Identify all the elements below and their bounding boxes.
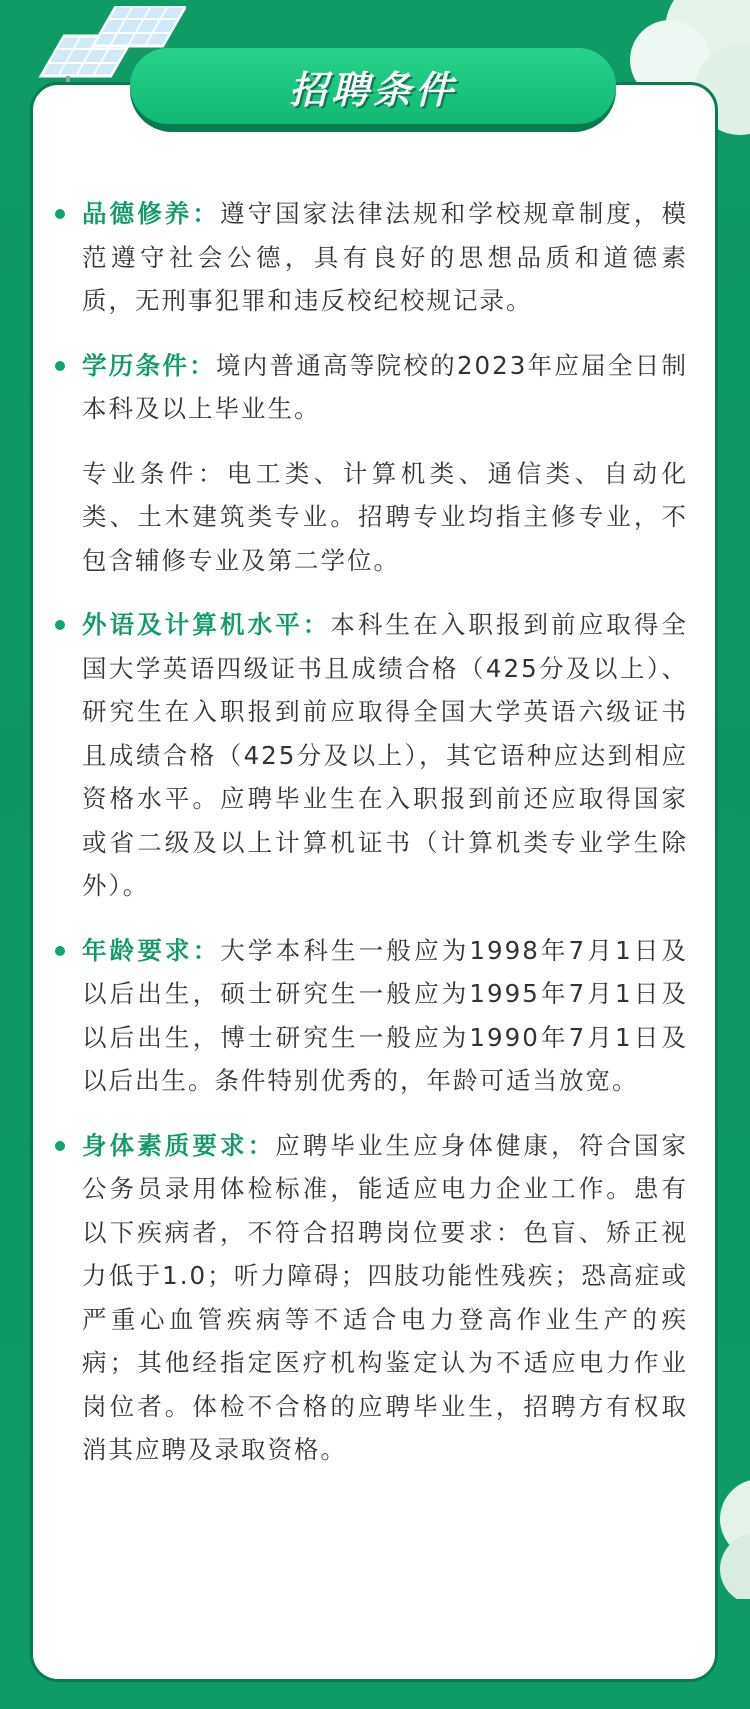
item-text: 本科生在入职报到前应取得全国大学英语四级证书且成绩合格（425分及以上）、研究生在入职报到前应取得全国大学英语六级证书且成绩合格（425分及以上），其它语种应达到相应资格水平。应聘毕业生在入职报到前还应取得国家或省二级及以上计算机证书（计算机类专业学生除外）。 [82, 610, 689, 900]
item-text: 遵守国家法律法规和学校规章制度，模范遵守社会公德，具有良好的思想品质和道德素质，无刑事犯罪和违反校纪校规记录。 [82, 199, 689, 315]
title-banner [130, 48, 616, 132]
bullet-dot [55, 361, 65, 371]
title-pill [130, 48, 616, 124]
bullet-dot [55, 1141, 65, 1151]
item-label: 年龄要求： [82, 935, 221, 965]
list-item-health [82, 1124, 688, 1472]
item-text: 应聘毕业生应身体健康，符合国家公务员录用体检标准，能适应电力企业工作。患有以下疾病者，不符合招聘岗位要求：色盲、矫正视力低于1.0；听力障碍；四肢功能性残疾；恐高症或严重心血管疾病等不适合电力登高作业生产的疾病；其他经指定医疗机构鉴定认为不适应电力作业岗位者。体检不合格的应聘毕业生，招聘方有权取消其应聘及录取资格。 [82, 1130, 689, 1464]
item-label: 品德修养： [82, 199, 220, 228]
item-label: 外语及计算机水平： [82, 610, 331, 639]
item-label: 学历条件： [82, 350, 216, 380]
bullet-dot [55, 946, 65, 956]
list-item-morality [82, 192, 688, 323]
list-item-education [82, 344, 688, 431]
list-item-age [82, 929, 688, 1103]
item-text: 专业条件：电工类、计算机类、通信类、自动化类、土木建筑类专业。招聘专业均指主修专业，不包含辅修专业及第二学位。 [82, 458, 688, 575]
item-text: 境内普通高等院校的2023年应届全日制本科及以上毕业生。 [82, 350, 689, 423]
item-label: 身体素质要求： [82, 1130, 276, 1160]
bullet-dot [55, 620, 65, 630]
paragraph-major [82, 452, 688, 583]
list-item-language-computer [82, 603, 688, 908]
page-title: 招聘条件 [288, 67, 457, 112]
bullet-dot [55, 209, 65, 219]
requirements-list [82, 192, 688, 1493]
item-text: 大学本科生一般应为1998年7月1日及以后出生，硕士研究生一般应为1995年7月1日及以后出生，博士研究生一般应为1990年7月1日及以后出生。条件特别优秀的，年龄可适当放宽。 [82, 935, 689, 1095]
